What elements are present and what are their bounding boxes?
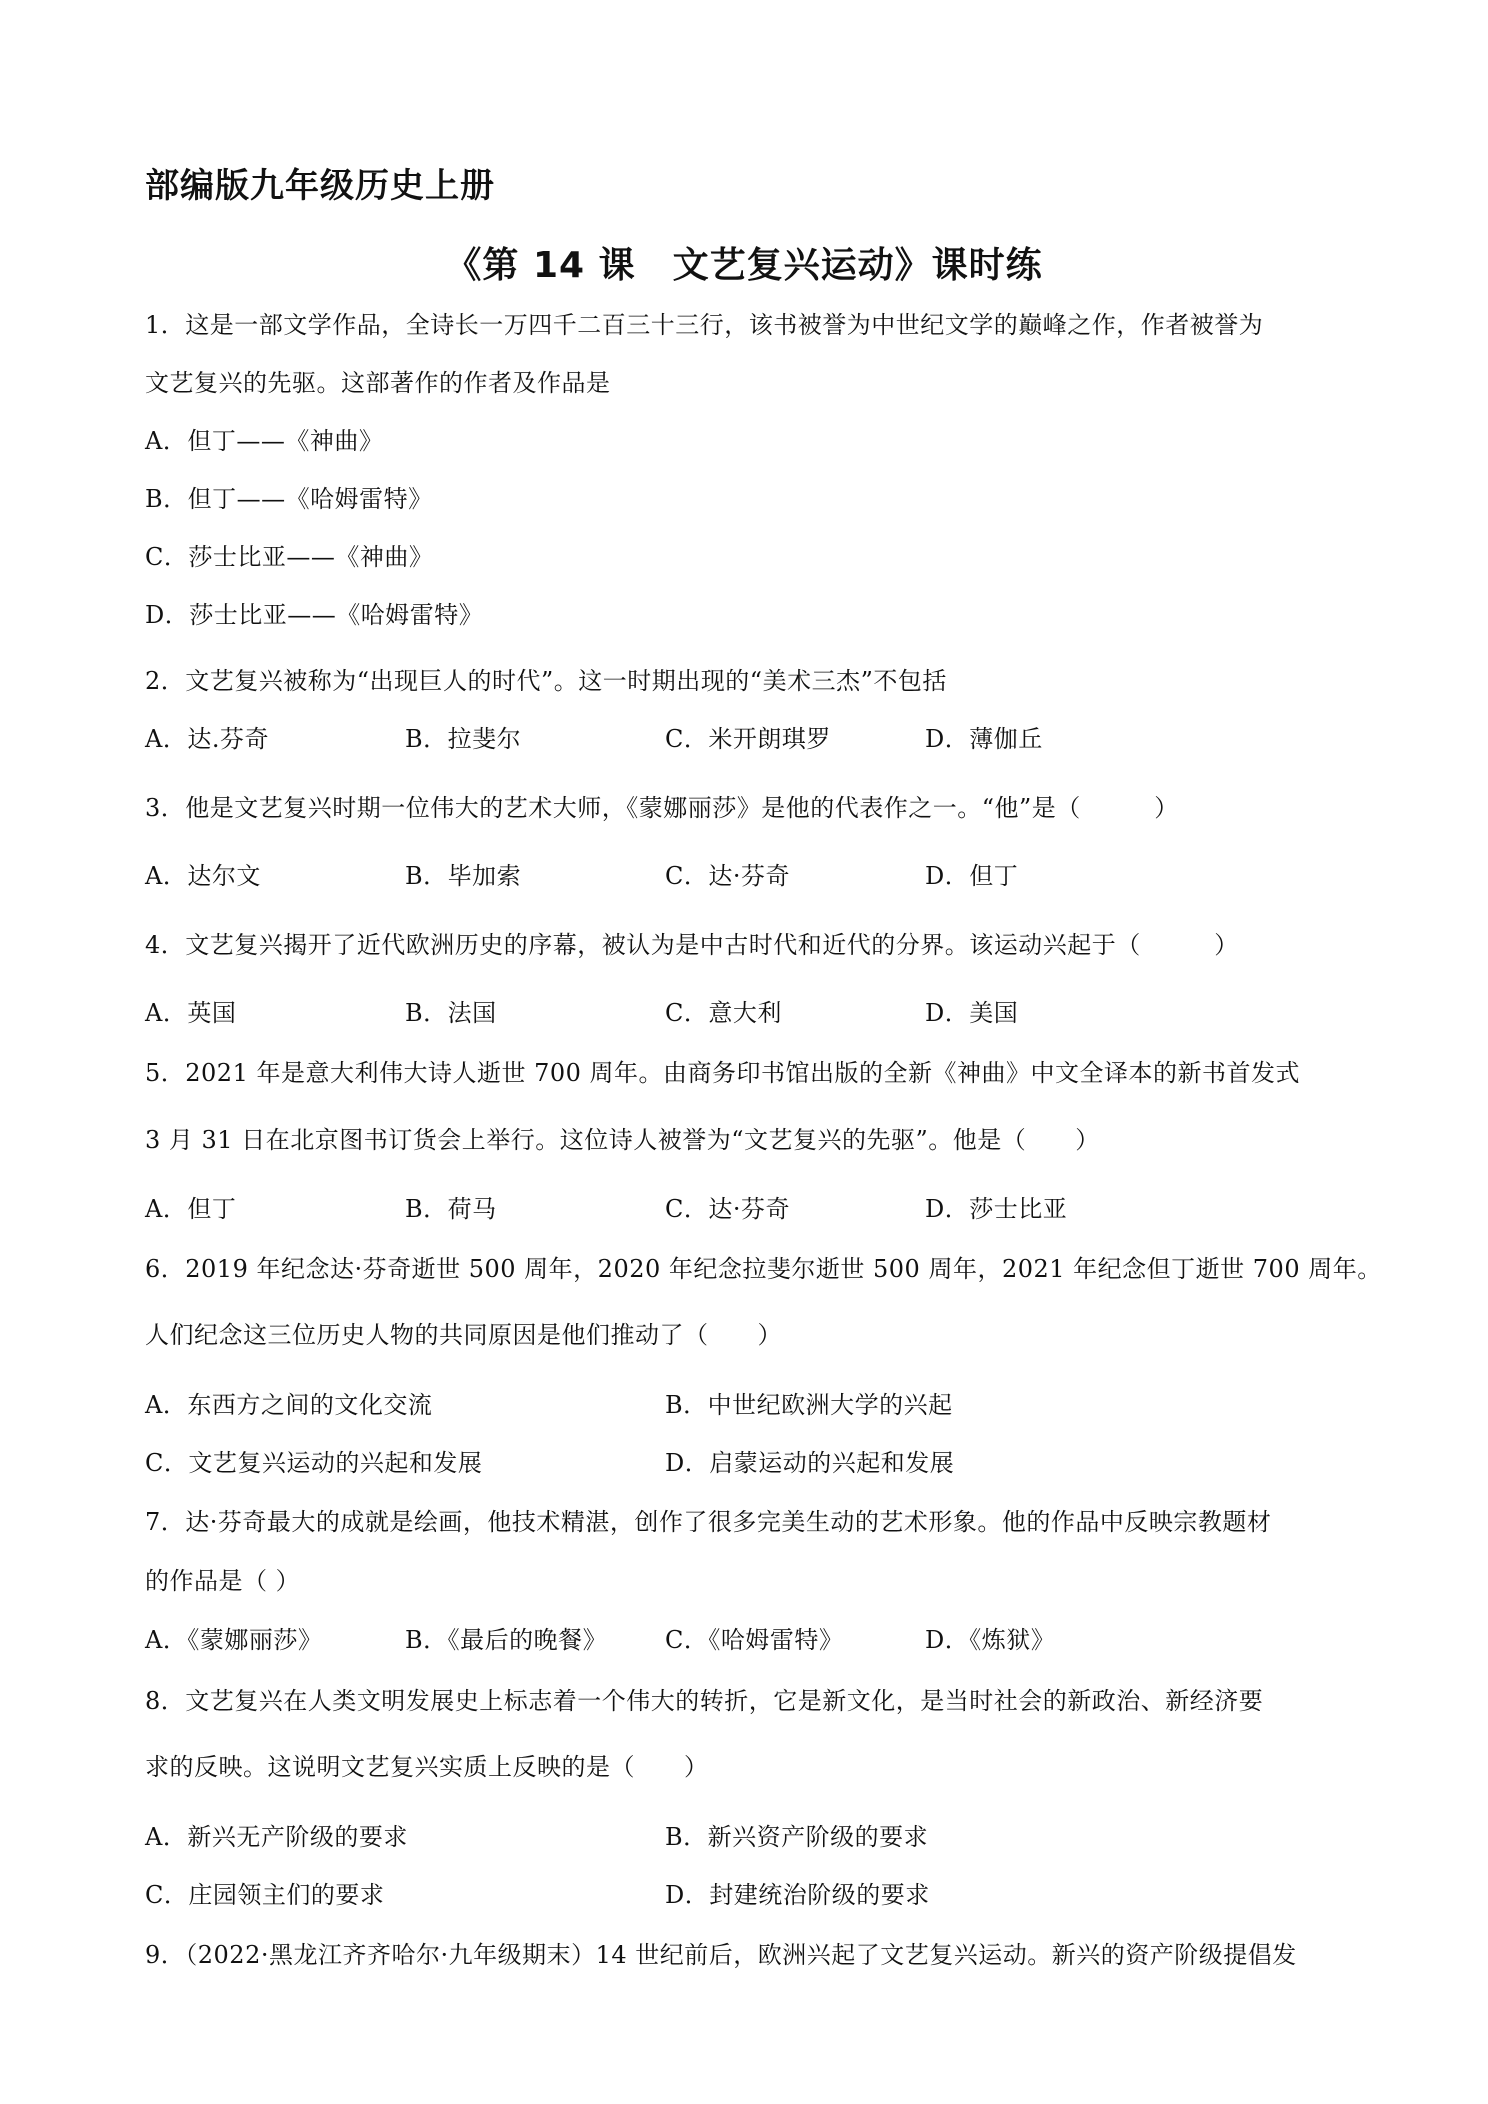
question-6-option-a: A．东西方之间的文化交流 (145, 1391, 433, 1419)
question-2-option-b: B．拉斐尔 (405, 725, 522, 753)
question-2-stem-line-1: 2．文艺复兴被称为“出现巨人的时代”。这一时期出现的“美术三杰”不包括 (145, 667, 947, 695)
question-1-option-b: B．但丁——《哈姆雷特》 (145, 485, 433, 513)
question-7-stem-line-2: 的作品是（ ） (145, 1567, 301, 1595)
question-8-option-b: B．新兴资产阶级的要求 (665, 1823, 929, 1851)
lesson-title: 《第 14 课 文艺复兴运动》课时练 (445, 245, 1043, 286)
question-4-option-a: A．英国 (145, 999, 237, 1027)
question-8-option-d: D．封建统治阶级的要求 (665, 1881, 930, 1909)
question-8-option-c: C．庄园领主们的要求 (145, 1881, 385, 1909)
document-title: 部编版九年级历史上册 (145, 166, 495, 206)
question-5-option-c: C．达·芬奇 (665, 1195, 790, 1223)
question-2-option-a: A．达.芬奇 (145, 725, 269, 753)
question-4-option-c: C．意大利 (665, 999, 782, 1027)
question-8-option-a: A．新兴无产阶级的要求 (145, 1823, 408, 1851)
question-9-stem-line-1: 9．（2022·黑龙江齐齐哈尔·九年级期末）14 世纪前后，欧洲兴起了文艺复兴运动。新兴的资产阶级提倡发 (145, 1941, 1297, 1969)
question-6-stem-line-1: 6．2019 年纪念达·芬奇逝世 500 周年，2020 年纪念拉斐尔逝世 500 周年，2021 年纪念但丁逝世 700 周年。 (145, 1255, 1382, 1283)
question-6-option-c: C．文艺复兴运动的兴起和发展 (145, 1449, 483, 1477)
question-7-stem-line-1: 7．达·芬奇最大的成就是绘画，他技术精湛，创作了很多完美生动的艺术形象。他的作品中反映宗教题材 (145, 1508, 1272, 1536)
question-1-option-c: C．莎士比亚——《神曲》 (145, 543, 434, 571)
question-8-stem-line-2: 求的反映。这说明文艺复兴实质上反映的是（ ） (145, 1753, 709, 1781)
question-5-option-b: B．荷马 (405, 1195, 497, 1223)
question-6-stem-line-2: 人们纪念这三位历史人物的共同原因是他们推动了（ ） (145, 1321, 782, 1349)
question-4-option-b: B．法国 (405, 999, 497, 1027)
question-2-option-d: D．薄伽丘 (925, 725, 1043, 753)
question-5-stem-line-1: 5．2021 年是意大利伟大诗人逝世 700 周年。由商务印书馆出版的全新《神曲》中文全译本的新书首发式 (145, 1059, 1301, 1087)
question-4-option-d: D．美国 (925, 999, 1019, 1027)
question-8-stem-line-1: 8．文艺复兴在人类文明发展史上标志着一个伟大的转折，它是新文化，是当时社会的新政治、新经济要 (145, 1687, 1264, 1715)
question-7-option-b: B．《最后的晚餐》 (405, 1626, 608, 1654)
question-2-option-c: C．米开朗琪罗 (665, 725, 831, 753)
question-1-option-a: A．但丁——《神曲》 (145, 427, 384, 455)
question-7-option-a: A．《蒙娜丽莎》 (145, 1626, 323, 1654)
question-1-option-d: D．莎士比亚——《哈姆雷特》 (145, 601, 484, 629)
question-1-stem-line-1: 1．这是一部文学作品，全诗长一万四千二百三十三行，该书被誉为中世纪文学的巅峰之作，作者被誉为 (145, 311, 1264, 339)
question-3-option-c: C．达·芬奇 (665, 862, 790, 890)
question-6-option-d: D．启蒙运动的兴起和发展 (665, 1449, 955, 1477)
question-1-stem-line-2: 文艺复兴的先驱。这部著作的作者及作品是 (145, 369, 611, 397)
question-5-option-a: A．但丁 (145, 1195, 237, 1223)
question-3-option-b: B．毕加索 (405, 862, 522, 890)
question-7-option-d: D．《炼狱》 (925, 1626, 1056, 1654)
question-5-option-d: D．莎士比亚 (925, 1195, 1068, 1223)
question-6-option-b: B．中世纪欧洲大学的兴起 (665, 1391, 953, 1419)
question-3-option-a: A．达尔文 (145, 862, 261, 890)
question-3-option-d: D．但丁 (925, 862, 1019, 890)
question-7-option-c: C．《哈姆雷特》 (665, 1626, 844, 1654)
question-4-stem-line-1: 4．文艺复兴揭开了近代欧洲历史的序幕，被认为是中古时代和近代的分界。该运动兴起于（ ） (145, 931, 1239, 959)
question-5-stem-line-2: 3 月 31 日在北京图书订货会上举行。这位诗人被誉为“文艺复兴的先驱”。他是（ ） (145, 1126, 1100, 1154)
question-3-stem-line-1: 3．他是文艺复兴时期一位伟大的艺术大师，《蒙娜丽莎》是他的代表作之一。“他”是（ ） (145, 794, 1179, 822)
